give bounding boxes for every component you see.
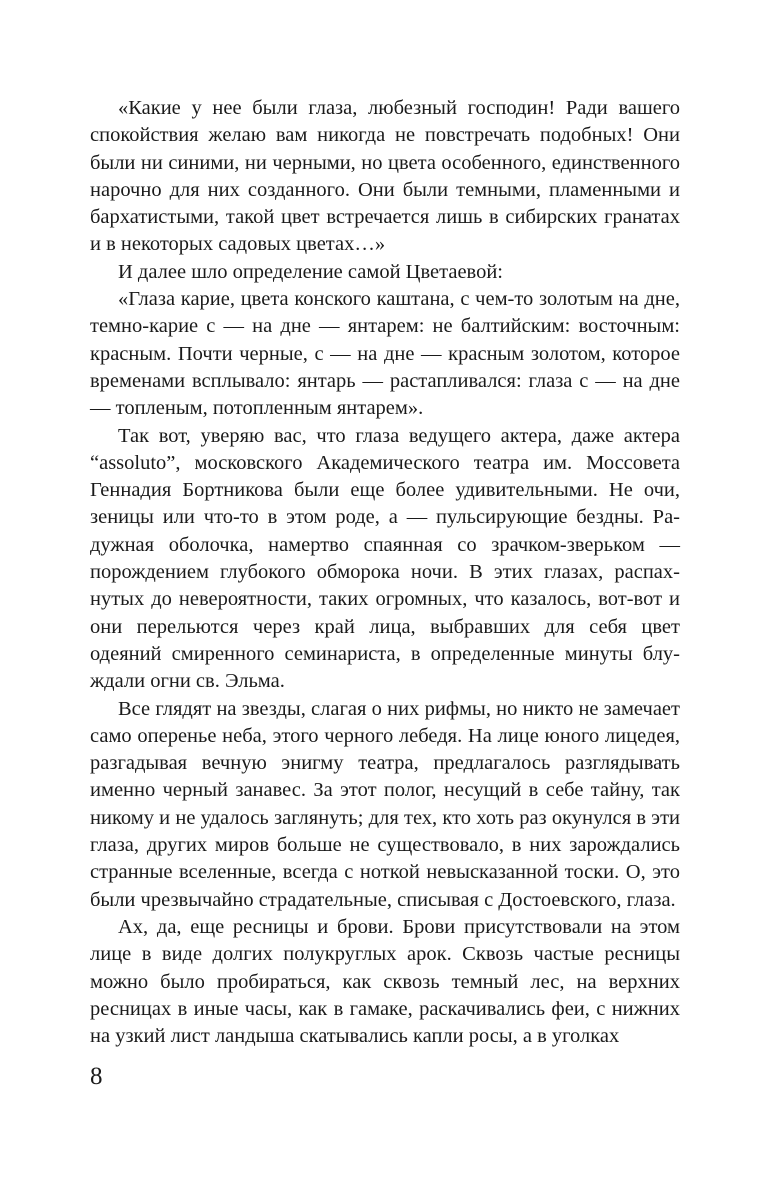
paragraph-lashes-brows: Ах, да, еще ресницы и брови. Брови присутствовали на этом лице в виде долгих полукруглых арок. Сквозь частые ресницы можно было пробираться, как сквозь темный лес, на верхних ресницах в иные часы, как в гамаке, раскачивались феи, с нижних на узкий лист ландыша скатывались капли росы, а в уголках [90,915,680,1048]
body-text [90,95,680,1050]
page-number: 8 [90,1063,103,1090]
paragraph-tsvetaeva-quote: «Глаза карие, цвета конского каштана, с чем-то золотым на дне, темно-карие с — на дне — янтарем: не балтийским: восточным: красным. Почти черные, с — на дне — красным золотом, которое временами всплывало: янтарь — растапливался: глаза с — на дне — топленым, потопленным янтарем». [90,288,680,420]
paragraph-tsvetaeva-intro: И далее шло определение самой Цветаевой: [118,260,503,283]
paragraph-bortnikov-eyes: Так вот, уверяю вас, что глаза ведущего актера, даже актера “assoluto”, московского Академического театра им. Моссовета Геннадия Бортникова были еще более удивительными. Не очи, зеницы или что-то в этом роде, а — пульсирующие бездны. Радужная оболочка, намертво спаянная со зрачком-зверьком — порождением глубокого обморока ночи. В этих глазах, распахнутых до невероятности, таких огромных, что казалось, вот-вот и они перельются через край лица, выбравших для себя цвет одеяний смиренного семинариста, в определенные минуты блуждали огни св. Эльма. [90,424,680,693]
paragraph-black-swan: Все глядят на звезды, слагая о них рифмы, но никто не замечает само оперенье неба, этого черного лебедя. На лице юного лицедея, разгадывая вечную энигму театра, предлагалось разглядывать именно черный занавес. За этот полог, несущий в себе тайну, так никому и не удалось заглянуть; для тех, кто хоть раз окунулся в эти глаза, других миров больше не существовало, в них зарождались странные вселенные, всегда с ноткой невысказанной тоски. О, это были чрезвычайно страдательные, списывая с Достоевского, глаза. [90,697,680,911]
paragraph-quote-eyes: «Какие у нее были глаза, любезный господин! Ради вашего спокойствия желаю вам никогда не повстречать подобных! Они были ни синими, ни черными, но цвета особенного, единственного нарочно для них созданного. Они были темными, пламенными и бархатистыми, такой цвет встречается лишь в сибирских гранатах и в некоторых садовых цветах…» [90,97,680,256]
